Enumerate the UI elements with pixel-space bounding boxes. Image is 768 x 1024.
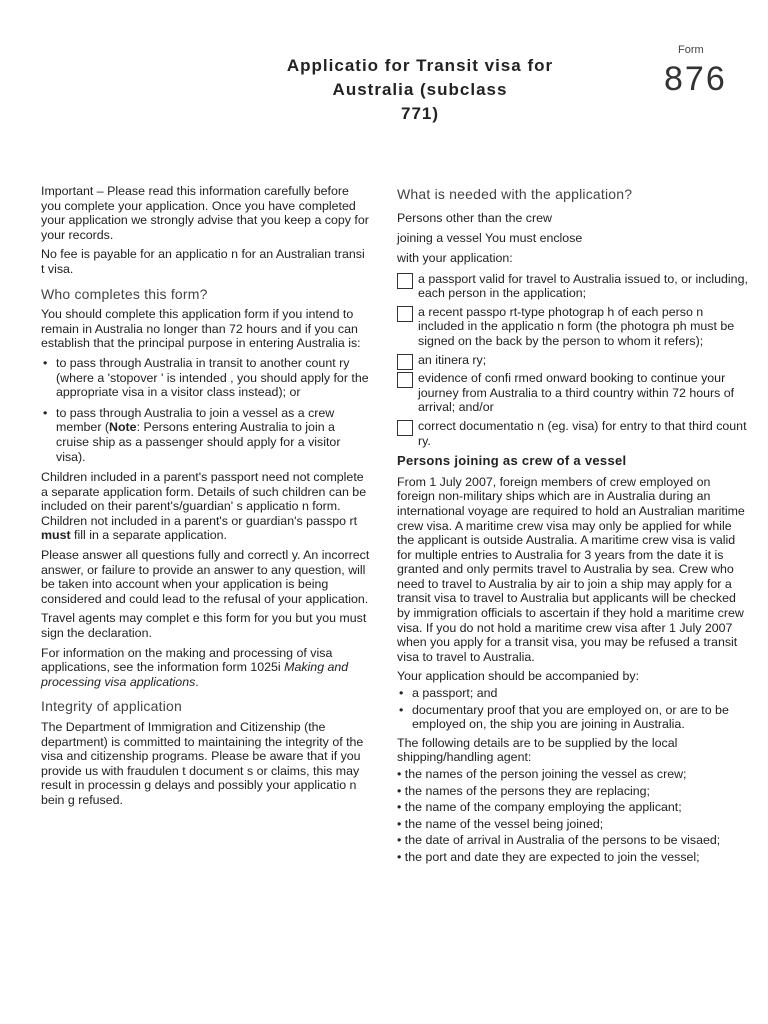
- form-title: [270, 54, 570, 126]
- checklist-item-photograph: [397, 305, 749, 349]
- checklist-item-documentation: [397, 419, 749, 448]
- transit-bullet: [41, 356, 371, 400]
- integrity-heading: Integrity of application: [41, 698, 182, 715]
- agents-paragraph: Travel agents may complet e this form for you but you must sign the declaration.: [41, 611, 367, 641]
- checkbox[interactable]: [397, 420, 413, 436]
- bullet-dot: •: [399, 686, 404, 701]
- bullet-text-post: : Persons entering Australia to join a cruise ship as a passenger should apply for a visitor visa).: [56, 420, 341, 464]
- checkbox[interactable]: [397, 273, 413, 289]
- accompanied-text: Your application should be accompanied by:: [397, 669, 640, 684]
- acc-bullet-passport: [397, 686, 749, 701]
- left-column: [41, 184, 371, 813]
- checklist-item-passport: [397, 272, 749, 301]
- bullet-text: documentary proof that you are employed on, or are to be employed on, the ship you are joining in Australia.: [412, 702, 729, 732]
- bullet-dot: •: [43, 405, 48, 420]
- children-text-pre: Children included in a parent's passport need not complete a separate application form. Details of such children can be included on their parent's/guardian' s applicatio n form. Children not included in a parent's or guardian's passpo rt: [41, 470, 367, 528]
- acc-bullet-proof: [397, 703, 749, 732]
- detail-text: the names of the persons they are replacing;: [404, 783, 650, 798]
- children-text-post: fill in a separate application.: [70, 528, 227, 543]
- information-paragraph: [41, 646, 371, 690]
- crew-text: From 1 July 2007, foreign members of crew employed on foreign non-military ships which are in Australia during an international voyage are required to hold an Australian maritime crew visa. A maritime crew visa may only be applied for while the applicant is outside Australia. A maritime crew visa is valid for multiple entries to Australia for 3 years from the date it is granted and only permits travel to Australia by sea. Crew who need to travel to Australia by air to join a ship may apply for a transit visa to travel to Australia but applicants will be checked by immigration officials to ascertain if they hold a maritime crew visa. If you do not hold a maritime crew visa after 1 July 2007 when you apply for a transit visa, you may be refused a transit visa to travel to Australia.: [397, 474, 745, 664]
- who-completes-heading: Who completes this form?: [41, 285, 208, 302]
- title-line-1: Applicatio for Transit visa for: [286, 56, 554, 75]
- crew-heading: Persons joining as crew of a vessel: [397, 453, 627, 469]
- title-line-3: 771): [400, 104, 440, 123]
- checklist-item-onward-booking: [397, 371, 749, 415]
- who-completes-text: You should complete this application form if you intend to remain in Australia no longer than 72 hours and if you can establish that the principal purpose in entering Australia is:: [41, 307, 361, 351]
- bullet-dot: •: [43, 355, 48, 370]
- detail-item: • the names of the persons they are replacing;: [397, 783, 650, 798]
- checklist-text: evidence of confi rmed onward booking to continue your journey from Australia to a third country within 72 hours of arrival; and/or: [418, 371, 735, 415]
- checkbox[interactable]: [397, 372, 413, 388]
- checklist-text: a recent passpo rt-type photograp h of each perso n included in the applicatio n form (the photogra ph must be signed on the back by the person to whom it refers);: [418, 304, 735, 348]
- checklist-text: an itinera ry;: [418, 352, 487, 367]
- detail-item: • the name of the vessel being joined;: [397, 816, 604, 831]
- answer-paragraph: Please answer all questions fully and correctl y. An incorrect answer, or failure to provide an answer to any question, will be taken into account when your application is being considered and could lead to the refusal of your application.: [41, 548, 370, 606]
- bullet-dot: •: [399, 702, 404, 717]
- info-text-pre: For information on the making and processing of visa applications, see the information form 1025i: [41, 645, 333, 675]
- needed-heading: What is needed with the application?: [397, 186, 633, 202]
- children-paragraph: [41, 470, 371, 543]
- checklist-item-itinerary: [397, 353, 749, 368]
- details-intro: The following details are to be supplied by the local shipping/handling agent:: [397, 735, 678, 765]
- detail-text: the port and date they are expected to join the vessel;: [404, 849, 700, 864]
- crew-bullet: [41, 406, 371, 464]
- note-label: Note: [109, 420, 137, 435]
- intro-paragraph: Important – Please read this information carefully before you complete your application. Once you have completed your application we strongly advise that you keep a copy for your records.: [41, 184, 369, 242]
- checkbox[interactable]: [397, 306, 413, 322]
- bullet-text-pre: to pass through Australia to join a vessel as a crew member (: [56, 405, 335, 435]
- detail-text: the name of the vessel being joined;: [404, 816, 604, 831]
- needed-line-3: with your application:: [397, 250, 513, 265]
- right-column: [397, 187, 749, 867]
- bullet-text: to pass through Australia in transit to another count ry (where a 'stopover ' is intended , you should apply for the appropriate visa in a visitor class instead); or: [56, 355, 369, 400]
- needed-line-2: joining a vessel You must enclose: [397, 230, 583, 245]
- detail-item: • the port and date they are expected to join the vessel;: [397, 849, 700, 864]
- fee-paragraph: No fee is payable for an applicatio n for an Australian transi t visa.: [41, 247, 365, 276]
- bullet-text: a passport; and: [412, 686, 498, 701]
- checkbox[interactable]: [397, 354, 413, 370]
- detail-text: the names of the person joining the vessel as crew;: [404, 767, 687, 781]
- needed-line-1: Persons other than the crew: [397, 210, 552, 225]
- checklist-text: a passport valid for travel to Australia issued to, or including, each person in the application;: [418, 271, 748, 301]
- info-form-title: Making and processing visa applications: [41, 660, 349, 689]
- detail-text: the date of arrival in Australia of the persons to be visaed;: [404, 833, 721, 848]
- form-number: 876: [664, 60, 727, 98]
- info-text-post: .: [195, 674, 199, 689]
- title-line-2: Australia (subclass: [332, 80, 508, 99]
- must-emphasis: must: [41, 528, 71, 543]
- detail-text: the name of the company employing the applicant;: [404, 800, 682, 815]
- checklist-text: correct documentatio n (eg. visa) for entry to that third count ry.: [418, 418, 747, 448]
- detail-item: • the date of arrival in Australia of the persons to be visaed;: [397, 833, 721, 848]
- detail-item: • the names of the person joining the vessel as crew;: [397, 767, 687, 781]
- detail-item: • the name of the company employing the applicant;: [397, 800, 682, 815]
- integrity-text: The Department of Immigration and Citizenship (the department) is committed to maintaining the integrity of the visa and citizenship programs. Please be aware that if you provide us with fraudulen t document s or claims, this may result in processin g delays and possibly your applicatio n bein g refused.: [41, 720, 364, 807]
- form-label: Form: [678, 44, 704, 56]
